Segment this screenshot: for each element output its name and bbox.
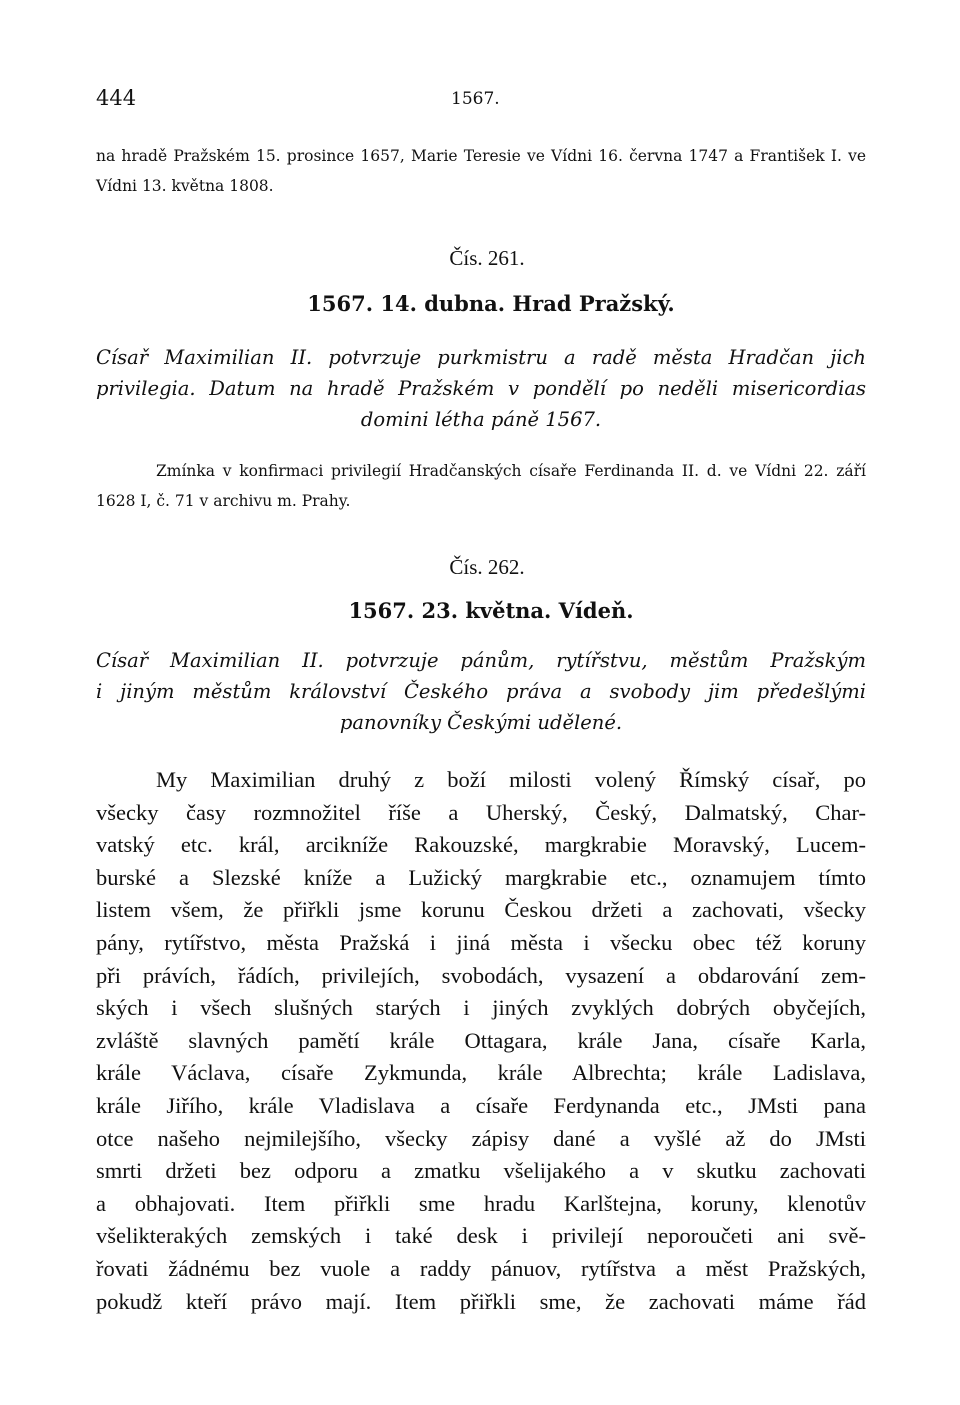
regest-line: domini létha páně 1567. [360,408,602,431]
body-line: krále Václava, císaře Zykmunda, krále Albrechta; krále Ladislava, [96,1060,866,1086]
body-line: smrti držeti bez odporu a zmatku všelijakého a v skutku zachovati [96,1158,866,1184]
body-line: řovati žádnému bez vuole a raddy pánuov, rytířstva a měst Pražských, [96,1255,866,1281]
regest-line: Císař Maximilian II. potvrzuje pánům, rytířstvu, městům Pražským [96,649,866,672]
body-line: všecky časy rozmnožitel říše a Uherský, Český, Dalmatský, Char- [96,799,866,825]
regest-line: Císař Maximilian II. potvrzuje purkmistru a radě města Hradčan jich [96,346,866,369]
regest-262 [96,645,866,738]
body-line: vatský etc. král, arcikníže Rakouzské, margkrabie Moravský, Lucem- [96,832,866,858]
page-number: 444 [96,86,137,110]
body-line: otce našeho nejmilejšího, všecky zápisy dané a vyšlé až do JMsti [96,1125,866,1151]
document-number-262: Čís. 262. [449,555,525,579]
body-line: a obhajovati. Item přiřkli sme hradu Karlštejna, koruny, klenotův [96,1190,866,1216]
body-line: burské a Slezské kníže a Lužický margkrabie etc., oznamujem tímto [96,864,866,890]
regest-line: privilegia. Datum na hradě Pražském v pondělí po neděli misericordias [96,377,866,400]
continuation-note: na hradě Pražském 15. prosince 1657, Marie Teresie ve Vídni 16. června 1747 a František I. ve Vídni 13. května 1808. [96,147,866,195]
body-line: při právích, řádích, privilejích, svobodách, vysazení a obdarování zem- [96,962,866,988]
running-head [96,86,866,116]
body-line: zvláště slavných pamětí krále Ottagara, krále Jana, císaře Karla, [96,1027,866,1053]
regest-261 [96,342,866,435]
body-line: všelikterakých zemských i také desk i privilejí neporoučeti ani svě- [96,1223,866,1249]
body-line: pokudž kteří právo mají. Item přiřkli sme, že zachovati máme řád [96,1288,866,1314]
body-line: listem všem, že přiřkli jsme korunu Českou držeti a zachovati, všecky [96,897,866,923]
running-year: 1567. [451,89,500,109]
charter-text-262 [96,764,866,1318]
body-line: pány, rytířstvo, města Pražská i jiná města i všecku obec též koruny [96,929,866,955]
document-heading-261: 1567. 14. dubna. Hrad Pražský. [307,291,675,316]
source-note-261 [96,456,866,516]
body-line: ských i všech slušných starých i jiných zvyklých dobrých obyčejích, [96,995,866,1021]
source-note-text: Zmínka v konfirmaci privilegií Hradčanských císaře Ferdinanda II. d. ve Vídni 22. září 1628 I, č. 71 v archivu m. Prahy. [96,462,866,510]
regest-line: i jiným městům království Českého práva a svobody jim předešlými [96,680,866,703]
document-heading-262: 1567. 23. května. Vídeň. [348,598,634,623]
body-line: krále Jiřího, krále Vladislava a císaře Ferdynanda etc., JMsti pana [96,1092,866,1118]
regest-line: panovníky Českými udělené. [339,711,623,734]
body-line: My Maximilian druhý z boží milosti volený Římský císař, po [156,767,866,792]
document-number-261: Čís. 261. [449,246,525,270]
